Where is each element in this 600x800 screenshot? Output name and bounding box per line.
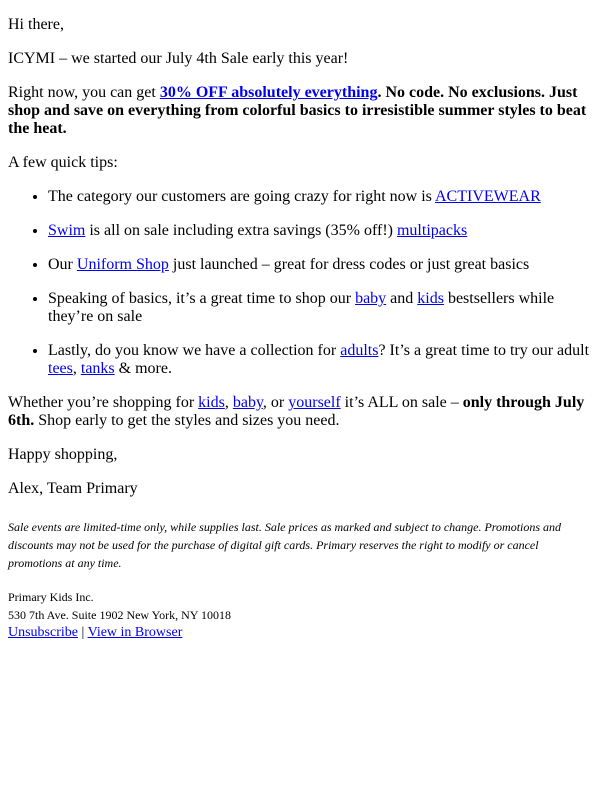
tip-text: is all on sale including extra savings (35% off!) — [85, 222, 397, 239]
signature: Alex, Team Primary — [8, 480, 138, 497]
tip-text: just launched – great for dress codes or just great basics — [168, 256, 530, 273]
tips-heading: A few quick tips: — [8, 154, 118, 171]
greeting: Hi there, — [8, 16, 64, 33]
view-in-browser-link[interactable]: View in Browser — [87, 625, 183, 640]
kids-link[interactable]: kids — [417, 290, 444, 307]
closing-sep: , or — [262, 394, 289, 411]
adults-link[interactable]: adults — [340, 342, 379, 359]
list-item — [48, 342, 592, 378]
unsubscribe-link[interactable]: Unsubscribe — [8, 625, 78, 640]
tip-text: and — [386, 290, 418, 307]
disclaimer: Sale events are limited-time only, while supplies last. Sale prices as marked and subject to change. Promotions and discounts may not be used for the purchase of digital gift cards. Primary reserves the right to modify or cancel promotions at any time. — [8, 520, 562, 570]
signoff: Happy shopping, — [8, 446, 118, 463]
tip-text: Speaking of basics, it’s a great time to shop our — [48, 290, 356, 307]
list-item — [48, 222, 592, 240]
intro-text: ICYMI – we started our July 4th Sale early this year! — [8, 50, 349, 67]
tanks-link[interactable]: tanks — [80, 360, 115, 377]
promo-pre: Right now, you can get — [8, 84, 160, 101]
tip-text: Our — [48, 256, 77, 273]
tip-text: Lastly, do you know we have a collection for — [48, 342, 341, 359]
swim-link[interactable]: Swim — [48, 222, 86, 239]
list-item — [48, 188, 592, 206]
tip-text: & more. — [114, 360, 172, 377]
tip-text: bestsellers while they’re on sale — [48, 290, 555, 325]
closing-sep: , — [224, 394, 233, 411]
closing-pre: Whether you’re shopping for — [8, 394, 199, 411]
promo-link[interactable]: 30% OFF absolutely everything — [159, 84, 378, 101]
tip-text: ? It’s a great time to try our adult — [378, 342, 590, 359]
multipacks-link[interactable]: multipacks — [396, 222, 468, 239]
baby-link[interactable]: baby — [355, 290, 387, 307]
activewear-link[interactable]: ACTIVEWEAR — [434, 188, 541, 205]
promo-paragraph — [8, 84, 592, 138]
closing-post: Shop early to get the styles and sizes you need. — [34, 412, 340, 429]
tip-separator: , — [72, 360, 81, 377]
company-address: 530 7th Ave. Suite 1902 New York, NY 10018 — [8, 608, 232, 622]
list-item — [48, 256, 592, 274]
closing-paragraph — [8, 394, 592, 430]
list-item — [48, 290, 592, 326]
footer — [8, 588, 592, 642]
closing-mid: it’s ALL on sale – — [340, 394, 463, 411]
tip-text: The category our customers are going crazy for right now is — [48, 188, 435, 205]
promo-post: . No code. No exclusions. Just shop and save on everything from colorful basics to irresistible summer styles to beat the heat. — [8, 84, 587, 137]
closing-yourself-link[interactable]: yourself — [288, 394, 341, 411]
footer-links — [8, 624, 592, 642]
uniform-shop-link[interactable]: Uniform Shop — [76, 256, 169, 273]
tees-link[interactable]: tees — [48, 360, 73, 377]
tips-list — [8, 188, 592, 378]
closing-deadline: only through July 6th. — [8, 394, 585, 429]
closing-kids-link[interactable]: kids — [198, 394, 225, 411]
footer-separator: | — [78, 625, 88, 640]
closing-baby-link[interactable]: baby — [232, 394, 263, 411]
company-name: Primary Kids Inc. — [8, 590, 94, 604]
